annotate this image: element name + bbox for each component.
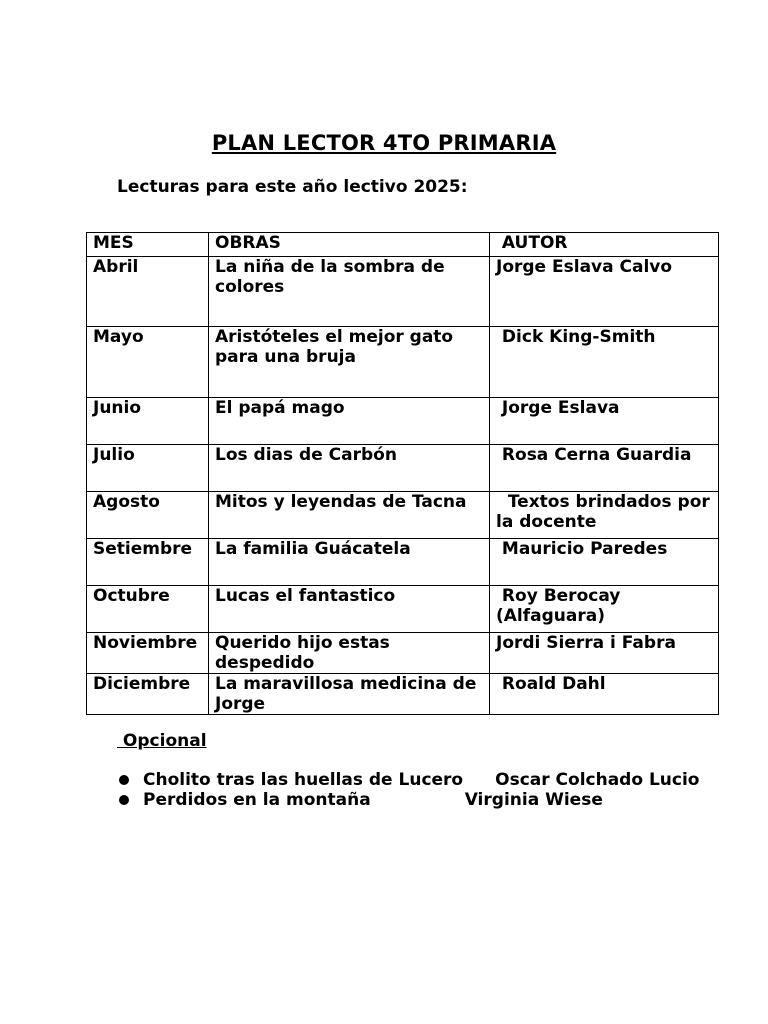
row-autor: Roald Dahl [490, 674, 719, 715]
row-autor: Roy Berocay (Alfaguara) [490, 586, 719, 633]
bullet-icon [119, 775, 129, 785]
row-mes: Junio [87, 398, 209, 445]
table-row [87, 492, 719, 539]
optional-author: Oscar Colchado Lucio [495, 770, 700, 790]
row-autor: Jorge Eslava [490, 398, 719, 445]
list-item [117, 790, 699, 810]
optional-title: Cholito tras las huellas de Lucero [143, 770, 464, 790]
list-item [117, 770, 699, 790]
row-mes: Abril [87, 257, 209, 327]
table-row [87, 586, 719, 633]
table-row [87, 539, 719, 586]
table-row [87, 257, 719, 327]
header-obras: OBRAS [209, 233, 490, 257]
row-mes: Diciembre [87, 674, 209, 715]
header-autor: AUTOR [490, 233, 719, 257]
optional-list [117, 770, 699, 810]
row-autor: Jorge Eslava Calvo [490, 257, 719, 327]
row-obra: Lucas el fantastico [209, 586, 490, 633]
row-obra: Aristóteles el mejor gato para una bruja [209, 327, 490, 398]
table-row [87, 445, 719, 492]
row-obra: Los dias de Carbón [209, 445, 490, 492]
row-autor: Jordi Sierra i Fabra [490, 633, 719, 674]
header-mes: MES [87, 233, 209, 257]
bullet-icon [119, 795, 129, 805]
row-obra: La maravillosa medicina de Jorge [209, 674, 490, 715]
page-title: PLAN LECTOR 4TO PRIMARIA [211, 131, 557, 155]
row-mes: Mayo [87, 327, 209, 398]
row-mes: Julio [87, 445, 209, 492]
row-obra: Mitos y leyendas de Tacna [209, 492, 490, 539]
row-autor: Mauricio Paredes [490, 539, 719, 586]
table-header-row [87, 233, 719, 257]
row-obra: La niña de la sombra de colores [209, 257, 490, 327]
page-subtitle: Lecturas para este año lectivo 2025: [117, 177, 468, 197]
table-row [87, 398, 719, 445]
row-mes: Noviembre [87, 633, 209, 674]
optional-author: Virginia Wiese [464, 790, 603, 810]
row-mes: Setiembre [87, 539, 209, 586]
row-mes: Octubre [87, 586, 209, 633]
row-obra: El papá mago [209, 398, 490, 445]
table-row [87, 674, 719, 715]
table-row [87, 633, 719, 674]
row-autor: Dick King-Smith [490, 327, 719, 398]
row-obra: La familia Guácatela [209, 539, 490, 586]
reading-plan-table [86, 232, 719, 715]
row-autor: Rosa Cerna Guardia [490, 445, 719, 492]
row-mes: Agosto [87, 492, 209, 539]
row-obra: Querido hijo estas despedido [209, 633, 490, 674]
row-autor: Textos brindados por la docente [490, 492, 719, 539]
optional-title: Perdidos en la montaña [143, 790, 371, 810]
optional-heading: Opcional [117, 731, 207, 751]
table-row [87, 327, 719, 398]
